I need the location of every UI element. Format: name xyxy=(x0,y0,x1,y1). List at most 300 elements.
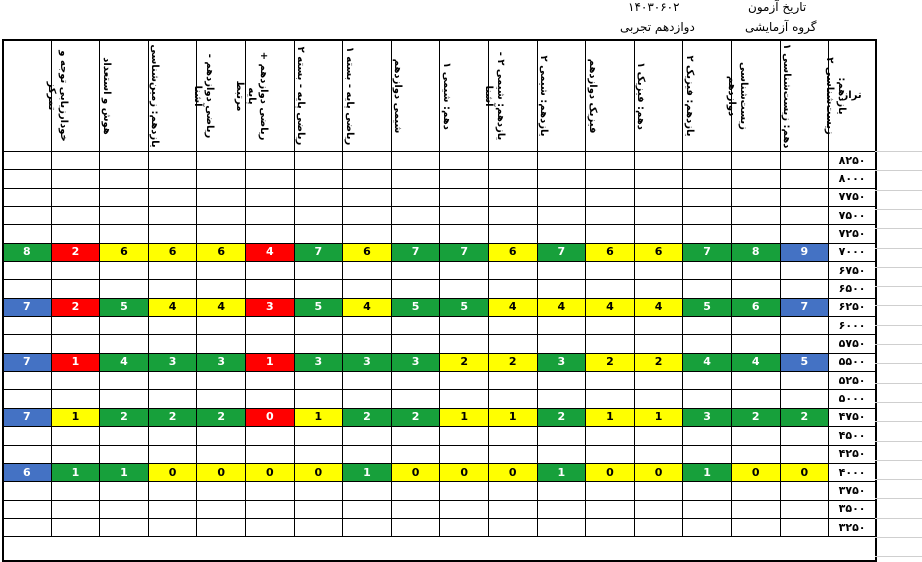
guide-line xyxy=(875,170,922,171)
table-row xyxy=(3,500,876,518)
score-cell xyxy=(51,518,100,536)
score-cell: 1 xyxy=(51,408,100,426)
table-row xyxy=(3,408,876,426)
score-cell xyxy=(197,372,246,390)
score-cell xyxy=(343,225,392,243)
score-cell xyxy=(100,207,149,225)
traz-cell: ۳۷۵۰ xyxy=(829,482,876,500)
column-header-label: شیمی دوازدهم xyxy=(392,58,404,133)
score-cell: 2 xyxy=(100,408,149,426)
score-cell xyxy=(245,262,294,280)
column-header-label: ریاضی پایه - بسته ۲ xyxy=(294,46,306,145)
score-cell: 5 xyxy=(391,298,440,316)
score-cell: 5 xyxy=(294,298,343,316)
score-cell: 6 xyxy=(197,243,246,261)
score-cell: 6 xyxy=(731,298,780,316)
score-cell xyxy=(197,482,246,500)
score-cell xyxy=(3,427,52,445)
score-cell xyxy=(51,317,100,335)
score-cell xyxy=(780,518,829,536)
score-cell xyxy=(245,335,294,353)
score-cell xyxy=(51,225,100,243)
score-cell xyxy=(780,170,829,188)
score-cell: 1 xyxy=(634,408,683,426)
score-cell: 2 xyxy=(148,408,197,426)
score-cell: 0 xyxy=(488,463,537,481)
score-cell xyxy=(3,372,52,390)
traz-cell: ۵۲۵۰ xyxy=(829,372,876,390)
score-cell xyxy=(683,188,732,206)
score-cell xyxy=(294,188,343,206)
score-cell xyxy=(3,518,52,536)
score-cell xyxy=(197,445,246,463)
table-row xyxy=(3,317,876,335)
score-cell: 4 xyxy=(586,298,635,316)
score-cell xyxy=(294,207,343,225)
score-cell xyxy=(343,427,392,445)
score-cell xyxy=(148,280,197,298)
score-cell xyxy=(343,207,392,225)
score-cell xyxy=(586,188,635,206)
score-cell: 2 xyxy=(440,353,489,371)
score-cell xyxy=(537,427,586,445)
guide-line xyxy=(875,556,922,557)
score-cell xyxy=(391,445,440,463)
table-row xyxy=(3,262,876,280)
score-cell xyxy=(100,372,149,390)
score-cell xyxy=(148,372,197,390)
score-cell xyxy=(440,372,489,390)
guide-line xyxy=(875,209,922,210)
traz-cell: ۷۲۵۰ xyxy=(829,225,876,243)
traz-cell: ۸۲۵۰ xyxy=(829,152,876,170)
score-cell xyxy=(343,262,392,280)
score-cell: 4 xyxy=(343,298,392,316)
score-cell: 2 xyxy=(537,408,586,426)
score-cell xyxy=(294,482,343,500)
score-cell: 4 xyxy=(731,353,780,371)
score-cell xyxy=(634,500,683,518)
score-cell xyxy=(488,390,537,408)
score-cell xyxy=(683,317,732,335)
score-cell xyxy=(440,170,489,188)
score-cell xyxy=(634,482,683,500)
guide-line xyxy=(875,479,922,480)
score-cell xyxy=(197,152,246,170)
score-cell xyxy=(586,317,635,335)
score-cell xyxy=(51,335,100,353)
table-row xyxy=(3,280,876,298)
score-cell xyxy=(586,225,635,243)
guide-line xyxy=(875,537,922,538)
table-row xyxy=(3,482,876,500)
score-cell xyxy=(343,335,392,353)
score-cell xyxy=(780,500,829,518)
score-cell: 4 xyxy=(634,298,683,316)
column-header-label: خودارزیابی توجه و تمرکز xyxy=(46,49,69,142)
score-cell xyxy=(537,207,586,225)
score-cell xyxy=(3,262,52,280)
score-cell: 0 xyxy=(197,463,246,481)
column-header-label: ریاضی دوازدهم + پایه مرتبط xyxy=(234,51,270,140)
score-cell xyxy=(780,225,829,243)
score-cell: 1 xyxy=(586,408,635,426)
score-cell xyxy=(100,170,149,188)
score-cell xyxy=(683,390,732,408)
score-cell xyxy=(245,207,294,225)
score-cell xyxy=(488,427,537,445)
score-cell xyxy=(634,188,683,206)
score-cell xyxy=(586,335,635,353)
score-cell xyxy=(731,317,780,335)
score-cell: 1 xyxy=(245,353,294,371)
score-cell xyxy=(343,445,392,463)
score-cell xyxy=(586,500,635,518)
score-cell xyxy=(683,225,732,243)
score-cell xyxy=(586,482,635,500)
score-cell xyxy=(245,518,294,536)
score-cell: 4 xyxy=(100,353,149,371)
score-cell: 6 xyxy=(100,243,149,261)
score-cell xyxy=(391,427,440,445)
score-cell xyxy=(3,445,52,463)
score-cell xyxy=(634,207,683,225)
score-cell xyxy=(245,225,294,243)
score-cell: 6 xyxy=(343,243,392,261)
score-cell: 1 xyxy=(537,463,586,481)
score-cell xyxy=(780,335,829,353)
score-cell: 6 xyxy=(488,243,537,261)
score-cell xyxy=(245,152,294,170)
score-cell xyxy=(100,482,149,500)
column-header-label: ریاضی پایه - بسته ۱ xyxy=(343,46,355,145)
column-header-label: دهم: فیزیک ۱ xyxy=(635,61,647,130)
score-cell: 2 xyxy=(586,353,635,371)
score-cell: 1 xyxy=(51,353,100,371)
score-cell xyxy=(294,427,343,445)
score-cell xyxy=(197,280,246,298)
traz-cell: ۳۵۰۰ xyxy=(829,500,876,518)
score-cell xyxy=(100,390,149,408)
score-cell xyxy=(148,317,197,335)
score-cell xyxy=(731,482,780,500)
score-cell xyxy=(100,188,149,206)
score-cell xyxy=(3,207,52,225)
score-cell xyxy=(731,225,780,243)
score-cell xyxy=(440,207,489,225)
score-cell xyxy=(731,500,780,518)
traz-cell: ۶۰۰۰ xyxy=(829,317,876,335)
score-cell xyxy=(51,152,100,170)
table-body xyxy=(3,152,876,537)
score-cell: 3 xyxy=(683,408,732,426)
score-cell: 8 xyxy=(3,243,52,261)
score-cell: 2 xyxy=(391,408,440,426)
score-cell: 6 xyxy=(586,243,635,261)
score-cell: 4 xyxy=(537,298,586,316)
score-cell xyxy=(780,427,829,445)
score-cell xyxy=(488,207,537,225)
exam-group-value: دوازدهم تجربی xyxy=(620,20,695,34)
column-header-label: دهم: شیمی ۱ xyxy=(440,61,452,130)
score-cell xyxy=(391,518,440,536)
traz-cell: ۵۰۰۰ xyxy=(829,390,876,408)
column-header-label: یازدهم: شیمی ۲ xyxy=(537,55,549,136)
table-row xyxy=(3,298,876,316)
score-cell: 0 xyxy=(294,463,343,481)
guide-line xyxy=(875,248,922,249)
guide-line xyxy=(875,402,922,403)
table-row xyxy=(3,427,876,445)
score-cell xyxy=(488,280,537,298)
score-cell xyxy=(294,152,343,170)
exam-date-label: تاریخ آزمون xyxy=(748,0,807,14)
score-cell xyxy=(731,518,780,536)
score-cell xyxy=(343,170,392,188)
score-cell xyxy=(51,280,100,298)
traz-cell: ۶۷۵۰ xyxy=(829,262,876,280)
score-cell: 7 xyxy=(294,243,343,261)
score-cell xyxy=(586,280,635,298)
traz-cell: ۵۷۵۰ xyxy=(829,335,876,353)
score-cell xyxy=(294,280,343,298)
score-cell xyxy=(586,427,635,445)
score-cell xyxy=(488,152,537,170)
score-cell xyxy=(148,390,197,408)
table-row xyxy=(3,188,876,206)
table-row xyxy=(3,335,876,353)
score-cell xyxy=(391,262,440,280)
score-cell xyxy=(148,188,197,206)
score-cell: 7 xyxy=(391,243,440,261)
score-cell: 1 xyxy=(294,408,343,426)
table-row xyxy=(3,390,876,408)
score-cell xyxy=(148,262,197,280)
score-cell: 6 xyxy=(634,243,683,261)
guide-line xyxy=(875,498,922,499)
score-cell xyxy=(3,188,52,206)
column-header-label: یازدهم: شیمی ۲ - آشنا xyxy=(483,51,507,140)
score-cell xyxy=(197,390,246,408)
score-cell: 0 xyxy=(391,463,440,481)
score-cell xyxy=(343,390,392,408)
score-cell xyxy=(245,482,294,500)
score-cell xyxy=(731,188,780,206)
score-cell xyxy=(537,262,586,280)
score-cell xyxy=(391,482,440,500)
score-cell xyxy=(440,225,489,243)
score-cell: 2 xyxy=(51,243,100,261)
traz-cell: ۴۵۰۰ xyxy=(829,427,876,445)
score-cell: 2 xyxy=(343,408,392,426)
score-cell xyxy=(245,390,294,408)
guide-line xyxy=(875,441,922,442)
score-cell xyxy=(683,445,732,463)
traz-cell: ۶۵۰۰ xyxy=(829,280,876,298)
score-cell: 5 xyxy=(100,298,149,316)
score-cell: 3 xyxy=(148,353,197,371)
score-cell xyxy=(343,188,392,206)
score-cell: 7 xyxy=(440,243,489,261)
score-cell xyxy=(440,390,489,408)
traz-header: تراز xyxy=(829,40,876,152)
score-cell xyxy=(391,207,440,225)
score-cell: 2 xyxy=(51,298,100,316)
score-cell: 1 xyxy=(343,463,392,481)
score-cell: 9 xyxy=(780,243,829,261)
table-row xyxy=(3,207,876,225)
score-cell xyxy=(294,390,343,408)
score-cell xyxy=(100,317,149,335)
score-cell xyxy=(391,280,440,298)
score-cell xyxy=(391,390,440,408)
score-cell xyxy=(3,152,52,170)
score-cell xyxy=(780,317,829,335)
traz-cell: ۶۲۵۰ xyxy=(829,298,876,316)
score-cell: 3 xyxy=(245,298,294,316)
score-cell xyxy=(440,482,489,500)
score-cell xyxy=(731,427,780,445)
score-cell xyxy=(634,390,683,408)
score-cell xyxy=(488,445,537,463)
score-cell xyxy=(294,372,343,390)
score-cell xyxy=(391,152,440,170)
score-cell: 0 xyxy=(245,463,294,481)
guide-line xyxy=(875,344,922,345)
score-cell xyxy=(780,262,829,280)
table-row xyxy=(3,243,876,261)
score-cell xyxy=(537,518,586,536)
score-cell xyxy=(488,170,537,188)
guide-line xyxy=(875,151,922,152)
score-cell xyxy=(148,152,197,170)
score-cell xyxy=(780,280,829,298)
score-cell xyxy=(391,317,440,335)
table-row xyxy=(3,353,876,371)
score-cell: 7 xyxy=(3,298,52,316)
score-cell xyxy=(391,170,440,188)
score-cell xyxy=(148,500,197,518)
score-cell xyxy=(780,482,829,500)
score-cell xyxy=(488,518,537,536)
score-cell: 8 xyxy=(731,243,780,261)
score-cell xyxy=(294,170,343,188)
score-cell xyxy=(148,335,197,353)
score-cell xyxy=(683,152,732,170)
score-cell xyxy=(440,188,489,206)
score-cell xyxy=(294,500,343,518)
score-cell xyxy=(51,372,100,390)
score-cell xyxy=(51,207,100,225)
score-cell: 0 xyxy=(440,463,489,481)
score-cell xyxy=(731,390,780,408)
score-cell xyxy=(343,152,392,170)
table-row xyxy=(3,372,876,390)
score-cell xyxy=(245,445,294,463)
score-cell xyxy=(731,207,780,225)
score-cell xyxy=(586,262,635,280)
score-cell xyxy=(100,500,149,518)
score-cell: 1 xyxy=(440,408,489,426)
column-header xyxy=(3,40,69,152)
score-cell xyxy=(683,482,732,500)
score-cell: 6 xyxy=(3,463,52,481)
score-cell: 1 xyxy=(683,463,732,481)
score-cell xyxy=(537,482,586,500)
score-cell xyxy=(780,207,829,225)
score-cell: 4 xyxy=(683,353,732,371)
score-cell xyxy=(391,500,440,518)
score-cell xyxy=(100,335,149,353)
score-cell xyxy=(3,317,52,335)
guide-line xyxy=(875,421,922,422)
traz-cell: ۷۵۰۰ xyxy=(829,207,876,225)
score-cell: 0 xyxy=(634,463,683,481)
score-cell: 4 xyxy=(148,298,197,316)
score-cell xyxy=(634,262,683,280)
score-cell xyxy=(294,518,343,536)
score-cell: 3 xyxy=(537,353,586,371)
score-cell xyxy=(488,372,537,390)
score-cell xyxy=(197,188,246,206)
score-cell xyxy=(51,390,100,408)
score-cell xyxy=(780,445,829,463)
score-cell xyxy=(440,152,489,170)
score-cell xyxy=(245,427,294,445)
score-cell xyxy=(197,317,246,335)
traz-cell: ۸۰۰۰ xyxy=(829,170,876,188)
score-cell xyxy=(634,372,683,390)
score-cell xyxy=(683,170,732,188)
score-cell xyxy=(780,188,829,206)
score-cell xyxy=(245,317,294,335)
score-cell: 2 xyxy=(731,408,780,426)
score-cell: 0 xyxy=(245,408,294,426)
guide-line xyxy=(875,190,922,191)
score-cell xyxy=(51,170,100,188)
score-cell xyxy=(634,445,683,463)
score-cell: 7 xyxy=(683,243,732,261)
score-cell xyxy=(245,372,294,390)
score-cell xyxy=(197,207,246,225)
score-cell: 0 xyxy=(731,463,780,481)
score-cell xyxy=(51,500,100,518)
score-cell xyxy=(440,280,489,298)
traz-cell: ۴۰۰۰ xyxy=(829,463,876,481)
score-cell xyxy=(391,225,440,243)
score-cell xyxy=(586,372,635,390)
score-cell: 3 xyxy=(197,353,246,371)
score-cell xyxy=(683,372,732,390)
score-cell xyxy=(537,390,586,408)
guide-line xyxy=(875,228,922,229)
score-cell xyxy=(294,335,343,353)
score-cell xyxy=(343,482,392,500)
score-cell xyxy=(391,335,440,353)
score-cell: 2 xyxy=(197,408,246,426)
score-cell: 7 xyxy=(3,353,52,371)
score-cell xyxy=(683,207,732,225)
score-cell: 2 xyxy=(488,353,537,371)
guide-line xyxy=(875,305,922,306)
score-cell xyxy=(440,427,489,445)
score-cell xyxy=(197,427,246,445)
score-cell xyxy=(731,445,780,463)
score-cell: 0 xyxy=(586,463,635,481)
score-cell xyxy=(100,152,149,170)
guide-line xyxy=(875,363,922,364)
score-cell xyxy=(197,262,246,280)
